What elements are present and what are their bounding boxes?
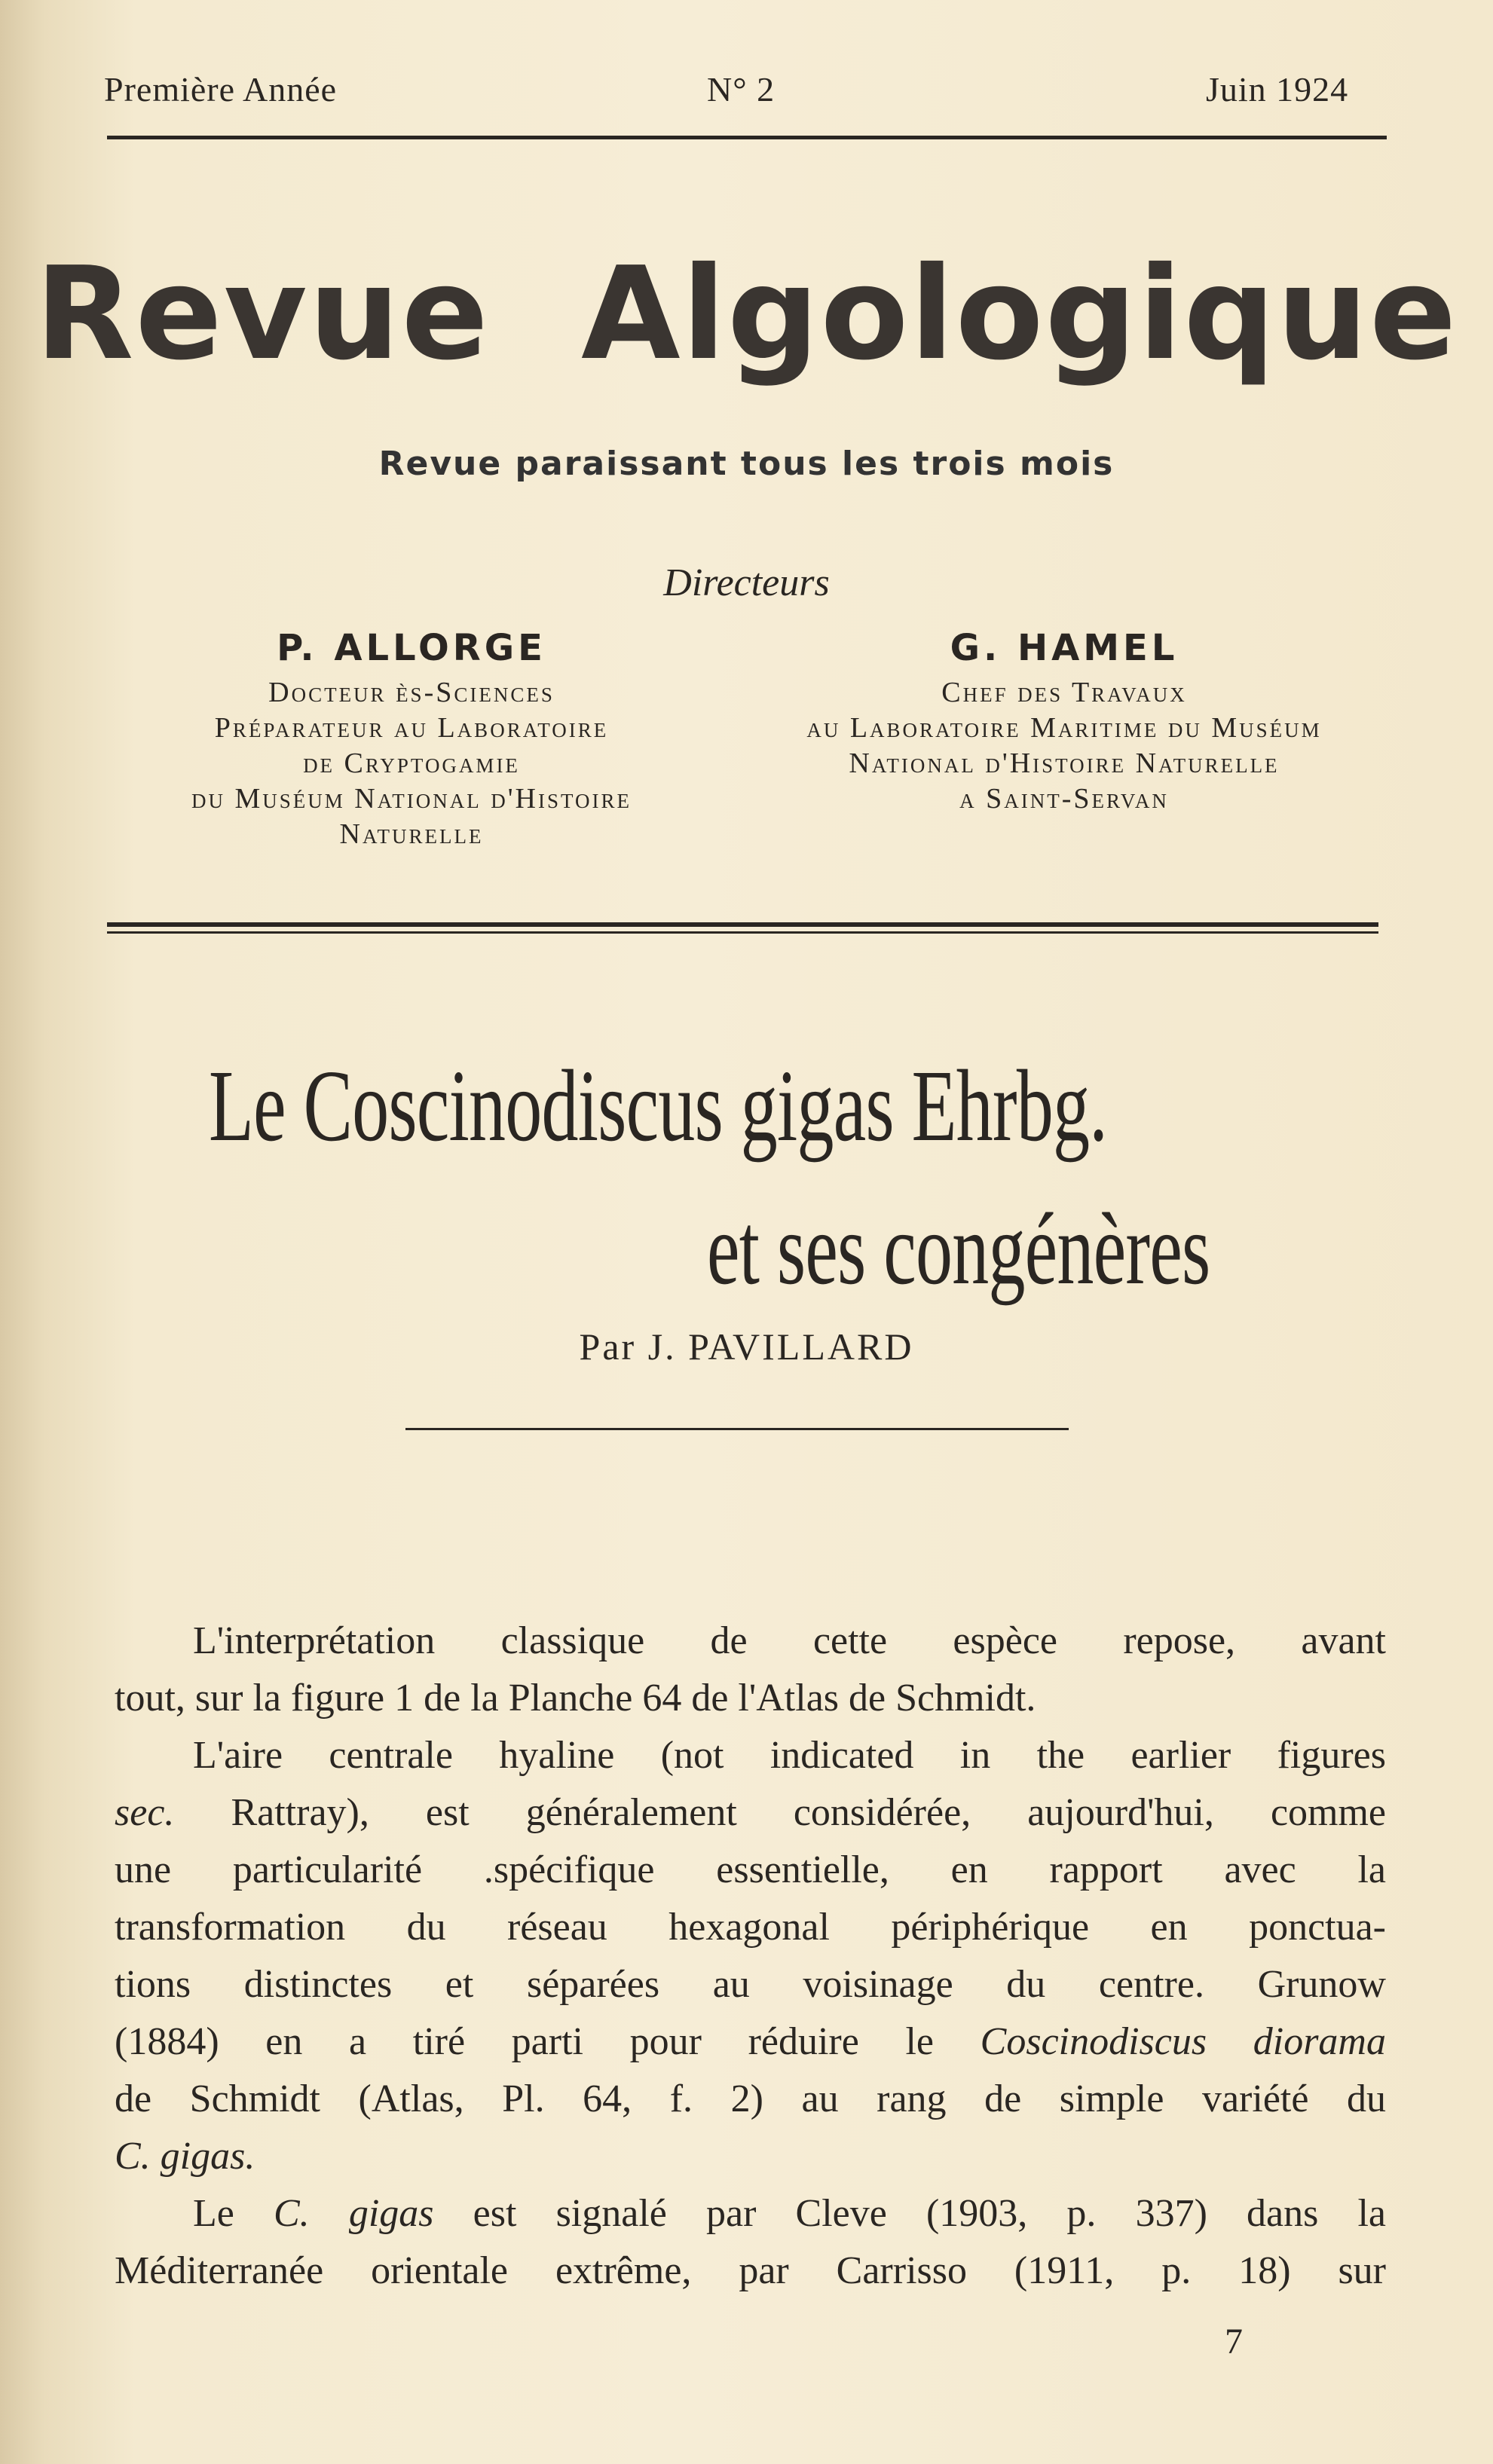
issue-date: Juin 1924	[1206, 70, 1349, 109]
director-title: au Laboratoire Maritime du Muséum	[806, 712, 1322, 744]
double-rule-bottom	[107, 931, 1378, 934]
article-body	[115, 1613, 1386, 2300]
director-hamel	[725, 627, 1403, 817]
volume-year: Première Année	[104, 70, 338, 109]
text: L'aire centrale hyaline (not indicated in the earlier figures	[193, 1734, 1386, 1777]
text-line	[115, 2128, 1386, 2185]
director-title: Docteur ès-Sciences	[268, 677, 555, 708]
text: transformation du réseau hexagonal périphérique en ponctua-	[115, 1906, 1386, 1949]
italic-text: C. gigas.	[115, 2135, 255, 2178]
text-line	[115, 1899, 1386, 1956]
double-rule-top	[107, 922, 1378, 927]
issue-number: N° 2	[707, 70, 776, 109]
text: tout, sur la figure 1 de la Planche 64 de l'Atlas de Schmidt.	[115, 1677, 1036, 1720]
text-line	[115, 1727, 1386, 1784]
text-line	[115, 1613, 1386, 1670]
text: une particularité .spécifique essentielle, en rapport avec la	[115, 1848, 1386, 1891]
text: L'interprétation classique de cette espèce repose, avant	[193, 1619, 1386, 1662]
directors-label: Directeurs	[663, 561, 830, 604]
director-title: Naturelle	[339, 818, 484, 850]
director-title: a Saint-Servan	[959, 783, 1169, 815]
italic-text: C. gigas	[274, 2192, 434, 2235]
text: Rattray), est généralement considérée, aujourd'hui, comme	[174, 1791, 1386, 1834]
italic-text: Coscinodiscus diorama	[980, 2020, 1386, 2063]
text-line	[115, 1842, 1386, 1899]
text-line	[115, 1784, 1386, 1842]
director-title: Préparateur au Laboratoire	[214, 712, 609, 744]
article-byline: Par J. PAVILLARD	[579, 1325, 914, 1368]
article-title-line1: Le Coscinodiscus gigas Ehrbg.	[209, 1050, 1108, 1163]
text: Méditerranée orientale extrême, par Carrisso (1911, p. 18) sur	[115, 2249, 1386, 2292]
text: (1884) en a tiré parti pour réduire le	[115, 2020, 981, 2063]
text-line	[115, 1956, 1386, 2013]
text-line	[115, 2185, 1386, 2242]
italic-text: sec.	[115, 1791, 175, 1834]
text-line	[115, 2013, 1386, 2071]
director-title: du Muséum National d'Histoire	[191, 783, 632, 815]
journal-title: Revue Algologique	[35, 240, 1458, 389]
director-name: G. HAMEL	[950, 627, 1179, 669]
text-line	[115, 1670, 1386, 1727]
byline-rule	[405, 1428, 1069, 1430]
text-line	[115, 2242, 1386, 2300]
director-name: P. ALLORGE	[277, 627, 546, 669]
journal-subtitle: Revue paraissant tous les trois mois	[378, 445, 1115, 483]
text: est signalé par Cleve (1903, p. 337) dans la	[433, 2192, 1387, 2235]
director-title: National d'Histoire Naturelle	[849, 747, 1280, 779]
director-title: de Cryptogamie	[303, 747, 520, 779]
page-number: 7	[1225, 2322, 1243, 2362]
director-title: Chef des Travaux	[941, 677, 1187, 708]
text: Le	[193, 2192, 274, 2235]
article-title-line2: et ses congénères	[707, 1193, 1210, 1306]
text-line	[115, 2071, 1386, 2128]
director-allorge	[72, 627, 751, 852]
text: tions distinctes et séparées au voisinage du centre. Grunow	[115, 1963, 1386, 2006]
text: de Schmidt (Atlas, Pl. 64, f. 2) au rang de simple variété du	[115, 2077, 1386, 2120]
header-rule	[107, 136, 1387, 139]
